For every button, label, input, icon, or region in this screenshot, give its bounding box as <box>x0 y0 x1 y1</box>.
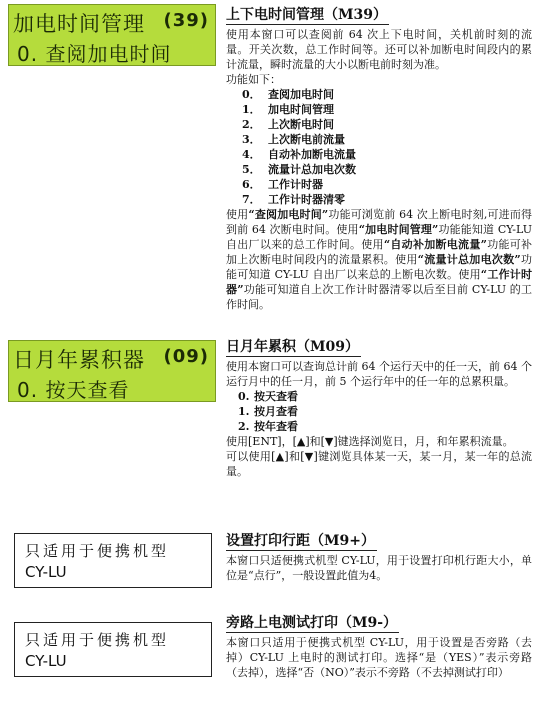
lcd-line-2: 0. 查阅加电时间 <box>17 42 172 66</box>
box-line-2: CY-LU <box>25 563 67 581</box>
section-title: 日月年累积（M09） <box>226 339 359 355</box>
box-line-2: CY-LU <box>25 652 67 670</box>
section-title: 设置打印行距（M9+） <box>226 533 375 549</box>
section-title: 旁路上电测试打印（M9-） <box>226 615 398 631</box>
section-title: 上下电时间管理（M39） <box>226 7 387 23</box>
section-body: 本窗口只适便携式机型 CY-LU，用于设置打印机行距大小，单位是“点行”，一般设置此值为4。 <box>226 554 532 582</box>
function-label: 功能如下： <box>226 73 281 86</box>
box-line-1: 只适用于便携机型 <box>25 631 170 649</box>
section-intro: 使用本窗口可以查阅前 64 次上下电时间，关机前时刻的流量。开关次数，总工作时间等。还可以补加断电时间段内的累计流量，瞬时流量的大小以断电前时刻为准。 <box>226 28 532 71</box>
list-item: 4． 自动补加断电流量 <box>242 148 356 161</box>
lcd-screen-m09 <box>8 340 216 402</box>
lcd-line-2: 0. 按天查看 <box>17 378 130 402</box>
lcd-code: (09) <box>163 346 209 367</box>
key-usage-note: 使用[ENT]，[▲]和[▼]键选择浏览日，月，和年累积流量。 <box>226 435 514 448</box>
section-m39 <box>226 6 532 312</box>
list-item: 0． 查阅加电时间 <box>242 88 334 101</box>
section-m09 <box>226 338 532 479</box>
list-item: 1． 加电时间管理 <box>242 103 334 116</box>
lcd-line-1: 加电时间管理 <box>13 12 145 36</box>
lcd-code: (39) <box>163 10 209 31</box>
list-item: 1. 按月查看 <box>238 405 298 418</box>
list-item: 2. 按年查看 <box>238 420 298 433</box>
model-note-box-2 <box>14 622 212 677</box>
list-item: 3． 上次断电前流量 <box>242 133 345 146</box>
section-m9-plus <box>226 532 532 583</box>
list-item: 6． 工作计时器 <box>242 178 323 191</box>
section-m9-minus <box>226 614 532 680</box>
lcd-screen-m39 <box>8 4 216 66</box>
lcd-line-1: 日月年累积器 <box>13 348 145 372</box>
box-line-1: 只适用于便携机型 <box>25 542 170 560</box>
list-item: 7． 工作计时器清零 <box>242 193 345 206</box>
function-list <box>226 87 532 207</box>
model-note-box-1 <box>14 533 212 588</box>
list-item: 0. 按天查看 <box>238 390 298 403</box>
section-intro: 使用本窗口可以查询总计前 64 个运行天中的任一天，前 64 个运行月中的任一月，前 5 个运行年中的任一年的总累积量。 <box>226 360 532 388</box>
view-mode-list <box>226 389 532 434</box>
list-item: 5． 流量计总加电次数 <box>242 163 356 176</box>
section-description: 使用“查阅加电时间”功能可浏览前 64 次上断电时刻,可进而得到前 64 次断电时间。使用“加电时间管理”功能能知道 CY-LU 自出厂以来的总工作时间。使用“自动补加断电流量”功能可补加上次断电时间段内的流量累积。使用“流量计总加电次数”功能可知道 CY-LU 自出厂以来总的上断电次数。使用“工作计时器”功能可知道自上次工作计时器清零以后至目前 CY-LU 的工作时间。 <box>226 208 533 311</box>
browse-note: 可以使用[▲]和[▼]键浏览具体某一天，某一月，某一年的总流量。 <box>226 450 532 478</box>
list-item: 2． 上次断电时间 <box>242 118 334 131</box>
section-body: 本窗口只适用于便携式机型 CY-LU，用于设置是否旁路（去掉）CY-LU 上电时的测试打印。选择“是（YES）”表示旁路（去掉），选择“否（NO）”表示不旁路（不去掉测试打印） <box>226 636 532 679</box>
